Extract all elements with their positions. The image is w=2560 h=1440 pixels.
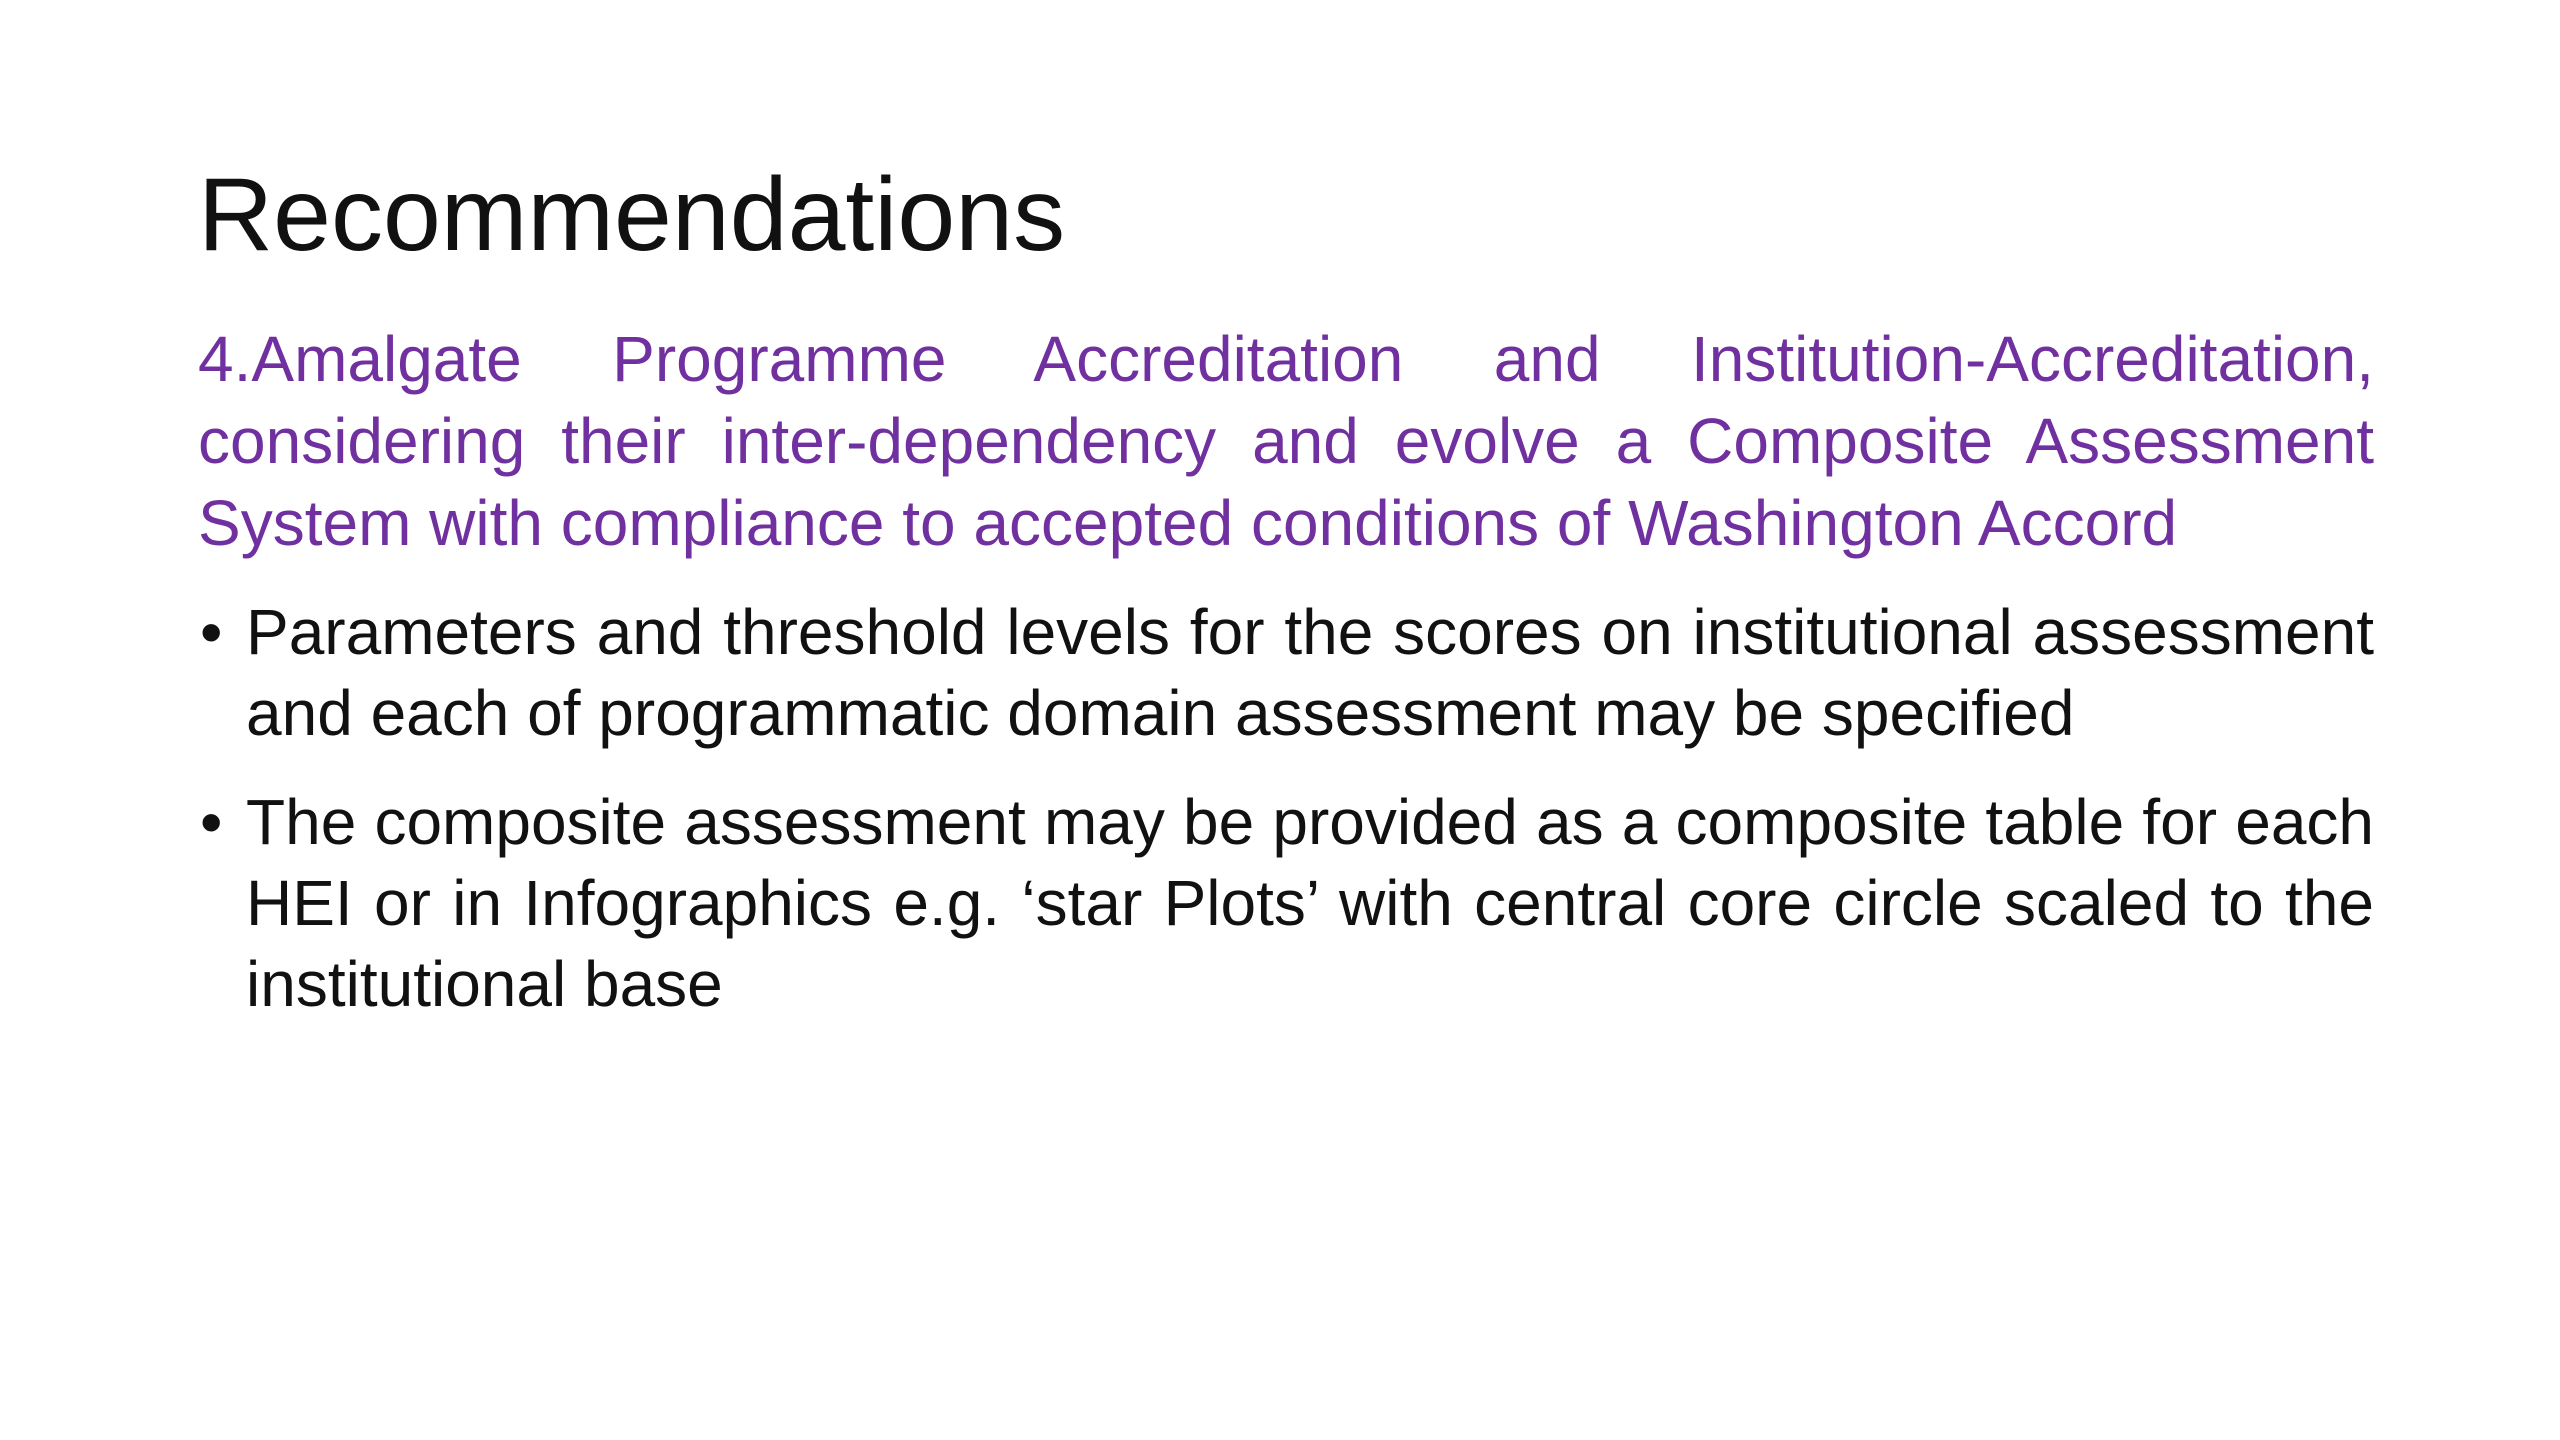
recommendation-heading: 4.Amalgate Programme Accreditation and Institution-Accreditation, considering their inter-dependency and evolve a Composite Assessment System with compliance to accepted conditions of Washington Accord bbox=[198, 323, 2374, 559]
bullet-dot-icon: • bbox=[200, 596, 223, 668]
bullet-item bbox=[198, 782, 2374, 1025]
bullet-dot-icon: • bbox=[200, 786, 223, 858]
bullet-item bbox=[198, 592, 2374, 754]
bullet-text: Parameters and threshold levels for the scores on institutional assessment and each of programmatic domain assessment may be specified bbox=[246, 596, 2374, 749]
slide-title: Recommendations bbox=[198, 157, 1066, 273]
slide-content bbox=[198, 318, 2374, 1053]
bullet-text: The composite assessment may be provided as a composite table for each HEI or in Infographics e.g. ‘star Plots’ with central core circle scaled to the institutional base bbox=[246, 786, 2374, 1020]
